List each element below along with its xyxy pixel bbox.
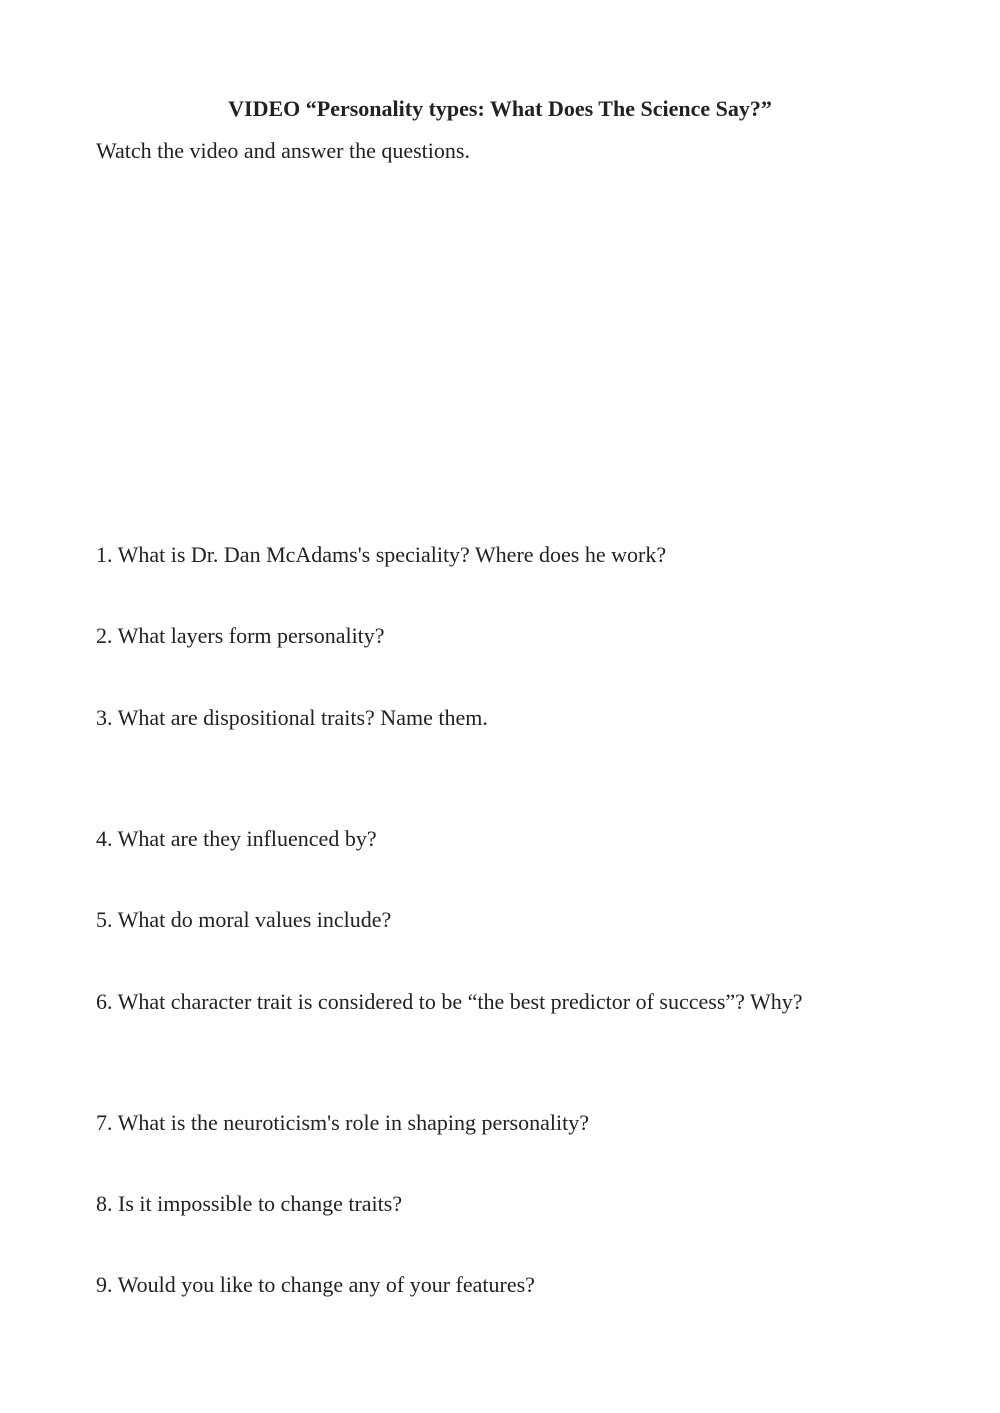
question-2: 2. What layers form personality? [96, 623, 385, 648]
video-placeholder-area [96, 180, 904, 520]
question-9: 9. Would you like to change any of your features? [96, 1272, 535, 1297]
instructions-text: Watch the video and answer the questions. [96, 138, 470, 163]
question-4: 4. What are they influenced by? [96, 826, 377, 851]
question-7: 7. What is the neuroticism's role in shaping personality? [96, 1110, 589, 1135]
question-6: 6. What character trait is considered to be “the best predictor of success”? Why? [96, 989, 803, 1014]
worksheet-title: VIDEO “Personality types: What Does The Science Say?” [228, 96, 772, 121]
question-3: 3. What are dispositional traits? Name them. [96, 705, 488, 730]
question-8: 8. Is it impossible to change traits? [96, 1191, 403, 1216]
question-1: 1. What is Dr. Dan McAdams's speciality? Where does he work? [96, 542, 667, 567]
question-5: 5. What do moral values include? [96, 907, 392, 932]
